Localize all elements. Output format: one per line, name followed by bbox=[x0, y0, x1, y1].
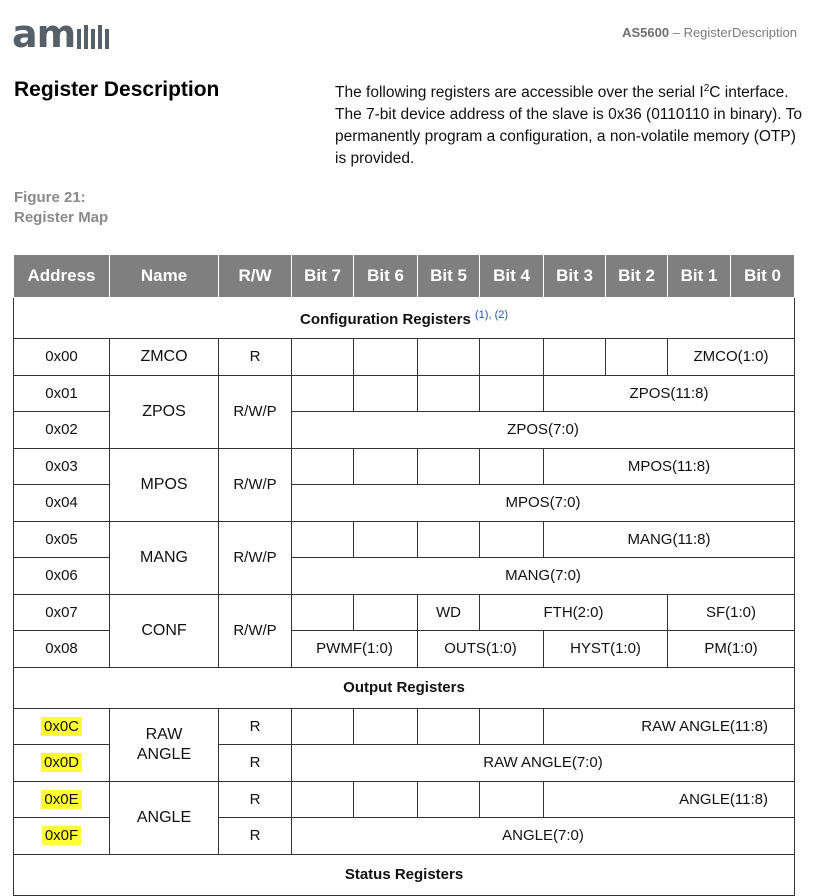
bit-field: MPOS(7:0) bbox=[292, 485, 795, 522]
logo-mark-icon bbox=[77, 23, 113, 49]
empty-bit-cell bbox=[354, 375, 418, 412]
col-header: R/W bbox=[219, 255, 292, 298]
bit-field: ANGLE(7:0) bbox=[292, 818, 795, 855]
figure-number: Figure 21: bbox=[14, 189, 86, 206]
table-row bbox=[14, 448, 795, 485]
address-cell: 0x01 bbox=[14, 375, 110, 412]
col-header: Bit 4 bbox=[480, 255, 544, 298]
col-header: Bit 7 bbox=[292, 255, 354, 298]
rw-cell: R bbox=[219, 339, 292, 376]
section-label-config bbox=[14, 298, 795, 339]
address-cell bbox=[14, 745, 110, 782]
section-label-output: Output Registers bbox=[14, 667, 795, 708]
empty-bit-cell bbox=[292, 781, 354, 818]
rw-cell: R bbox=[219, 745, 292, 782]
register-name bbox=[110, 708, 219, 781]
table-row bbox=[14, 781, 795, 818]
highlighted-address: 0x0C bbox=[41, 717, 82, 736]
table-row bbox=[14, 594, 795, 631]
col-header: Bit 2 bbox=[606, 255, 668, 298]
rw-cell: R bbox=[219, 781, 292, 818]
address-cell: 0x00 bbox=[14, 339, 110, 376]
empty-bit-cell bbox=[354, 781, 418, 818]
intro-text-end: C interface. The 7-bit device address of the slave is 0x36 (0110110 in binary). To permanently program a configuration, a non-volatile memory (OTP) is provided. bbox=[335, 84, 802, 168]
address-cell: 0x05 bbox=[14, 521, 110, 558]
address-cell: 0x07 bbox=[14, 594, 110, 631]
empty-bit-cell bbox=[480, 448, 544, 485]
highlighted-address: 0x0D bbox=[41, 753, 82, 772]
table-row bbox=[14, 708, 795, 745]
empty-bit-cell bbox=[480, 781, 544, 818]
section-label-status: Status Registers bbox=[14, 854, 795, 895]
highlighted-address: 0x0E bbox=[41, 790, 81, 809]
empty-bit-cell bbox=[292, 594, 354, 631]
col-header: Address bbox=[14, 255, 110, 298]
rw-cell: R/W/P bbox=[219, 448, 292, 521]
bit-field: FTH(2:0) bbox=[480, 594, 668, 631]
section-row bbox=[14, 298, 795, 339]
intro-text-start: The following registers are accessible over the serial I bbox=[335, 84, 704, 102]
rw-cell: R bbox=[219, 708, 292, 745]
empty-bit-cell bbox=[354, 521, 418, 558]
empty-bit-cell bbox=[418, 708, 480, 745]
footnote-refs: (1), (2) bbox=[475, 308, 509, 321]
col-header: Bit 5 bbox=[418, 255, 480, 298]
col-header: Bit 3 bbox=[544, 255, 606, 298]
section-row bbox=[14, 854, 795, 895]
rw-cell: R bbox=[219, 818, 292, 855]
empty-bit-cell bbox=[292, 448, 354, 485]
bit-field: ZMCO(1:0) bbox=[668, 339, 795, 376]
figure-title: Register Map bbox=[14, 209, 109, 226]
empty-bit-cell bbox=[418, 781, 480, 818]
config-section-title: Configuration Registers bbox=[299, 310, 471, 328]
doc-section: RegisterDescription bbox=[683, 25, 797, 40]
ams-logo bbox=[12, 14, 113, 54]
empty-bit-cell bbox=[292, 339, 354, 376]
table-row bbox=[14, 375, 795, 412]
doc-separator: – bbox=[669, 25, 684, 40]
register-name: ANGLE bbox=[110, 781, 219, 854]
bit-field: ANGLE(11:8) bbox=[544, 781, 795, 818]
bit-field: MPOS(11:8) bbox=[544, 448, 795, 485]
col-header: Bit 0 bbox=[731, 255, 795, 298]
rw-cell: R/W/P bbox=[219, 375, 292, 448]
bit-field: PM(1:0) bbox=[668, 631, 795, 668]
empty-bit-cell bbox=[418, 448, 480, 485]
register-name-line: RAW bbox=[145, 725, 183, 743]
empty-bit-cell bbox=[418, 339, 480, 376]
empty-bit-cell bbox=[354, 708, 418, 745]
doc-part: AS5600 bbox=[622, 25, 670, 40]
bit-field: SF(1:0) bbox=[668, 594, 795, 631]
highlighted-address: 0x0F bbox=[42, 826, 81, 845]
empty-bit-cell bbox=[354, 339, 418, 376]
table-row bbox=[14, 339, 795, 376]
register-name-line: ANGLE bbox=[136, 745, 192, 763]
rw-cell: R/W/P bbox=[219, 594, 292, 667]
bit-field: WD bbox=[418, 594, 480, 631]
address-cell: 0x03 bbox=[14, 448, 110, 485]
empty-bit-cell bbox=[480, 375, 544, 412]
empty-bit-cell bbox=[480, 339, 544, 376]
empty-bit-cell bbox=[480, 521, 544, 558]
empty-bit-cell bbox=[292, 521, 354, 558]
bit-field: PWMF(1:0) bbox=[292, 631, 418, 668]
empty-bit-cell bbox=[292, 708, 354, 745]
col-header: Name bbox=[110, 255, 219, 298]
empty-bit-cell bbox=[418, 375, 480, 412]
section-row bbox=[14, 667, 795, 708]
address-cell: 0x02 bbox=[14, 412, 110, 449]
bit-field: OUTS(1:0) bbox=[418, 631, 544, 668]
address-cell: 0x04 bbox=[14, 485, 110, 522]
empty-bit-cell bbox=[544, 339, 606, 376]
empty-bit-cell bbox=[354, 594, 418, 631]
header-row bbox=[14, 255, 795, 298]
empty-bit-cell bbox=[418, 521, 480, 558]
empty-bit-cell bbox=[606, 339, 668, 376]
intro-superscript: 2 bbox=[703, 83, 710, 94]
rw-cell: R/W/P bbox=[219, 521, 292, 594]
address-cell bbox=[14, 781, 110, 818]
address-cell: 0x08 bbox=[14, 631, 110, 668]
col-header: Bit 1 bbox=[668, 255, 731, 298]
bit-field: ZPOS(7:0) bbox=[292, 412, 795, 449]
empty-bit-cell bbox=[292, 375, 354, 412]
empty-bit-cell bbox=[480, 708, 544, 745]
address-cell: 0x06 bbox=[14, 558, 110, 595]
register-name: ZPOS bbox=[110, 375, 219, 448]
address-cell bbox=[14, 708, 110, 745]
empty-bit-cell bbox=[354, 448, 418, 485]
figure-caption bbox=[14, 188, 108, 228]
bit-field: HYST(1:0) bbox=[544, 631, 668, 668]
document-reference bbox=[622, 25, 797, 40]
intro-paragraph bbox=[335, 78, 805, 170]
section-title: Register Description bbox=[14, 78, 220, 101]
bit-field: RAW ANGLE(7:0) bbox=[292, 745, 795, 782]
register-map-table bbox=[13, 254, 795, 896]
bit-field: MANG(11:8) bbox=[544, 521, 795, 558]
bit-field: RAW ANGLE(11:8) bbox=[544, 708, 795, 745]
register-name: CONF bbox=[110, 594, 219, 667]
address-cell bbox=[14, 818, 110, 855]
bit-field: MANG(7:0) bbox=[292, 558, 795, 595]
bit-field: ZPOS(11:8) bbox=[544, 375, 795, 412]
register-name: MPOS bbox=[110, 448, 219, 521]
table-row bbox=[14, 521, 795, 558]
logo-text: am bbox=[12, 12, 76, 56]
register-name: ZMCO bbox=[110, 339, 219, 376]
register-name: MANG bbox=[110, 521, 219, 594]
col-header: Bit 6 bbox=[354, 255, 418, 298]
